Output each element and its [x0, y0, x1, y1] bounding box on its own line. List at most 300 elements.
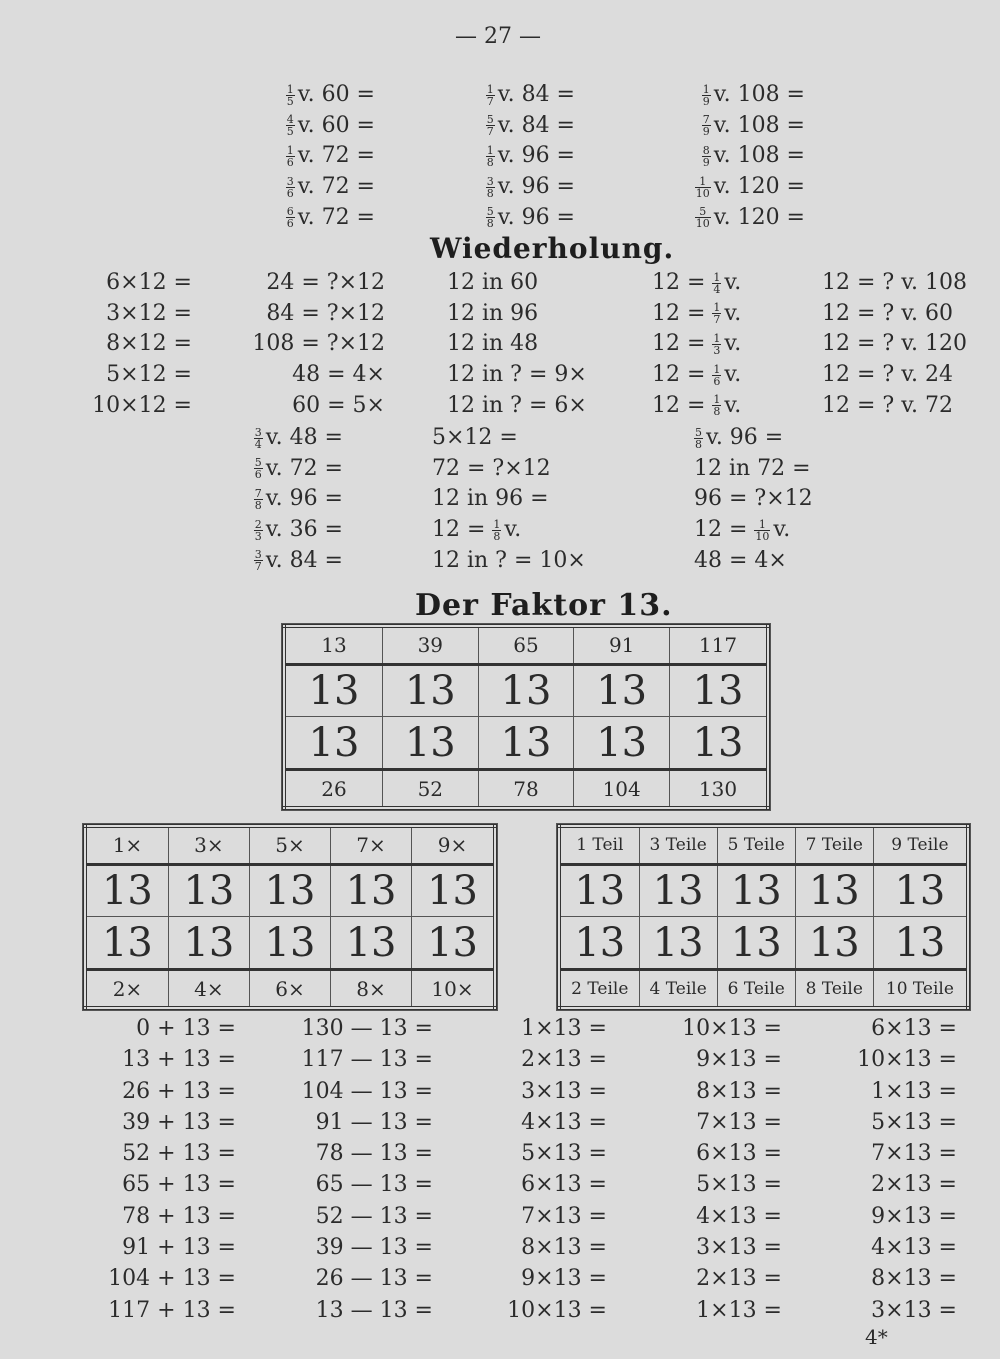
exercise-text: 10×12 = — [92, 392, 192, 418]
exercise-line — [80, 1201, 236, 1232]
fraction-numerator: 1 — [486, 143, 494, 157]
table-cell: 13 — [873, 864, 968, 917]
fraction-numerator: 1 — [286, 82, 294, 96]
exercise-text: 130 — 13 = — [301, 1016, 433, 1041]
exercise-text: 12 = ? v. 72 — [822, 392, 954, 418]
fraction-denominator: 6 — [713, 374, 721, 388]
fraction-numerator: 1 — [713, 301, 721, 315]
exercise-text: v. 60 = — [297, 112, 375, 138]
table-row — [284, 770, 768, 808]
exercise-text: v. 60 = — [297, 82, 375, 107]
table-cell: 9× — [412, 826, 495, 864]
exercise-text: 5×12 = — [106, 362, 192, 388]
exercise-line — [70, 391, 192, 422]
table-cell: 13 — [639, 864, 717, 917]
table-cell: 91 — [574, 626, 670, 664]
exercise-line — [652, 329, 772, 360]
exercise-line — [475, 1013, 607, 1044]
table-cell: 65 — [478, 626, 574, 664]
exercise-text: v. — [773, 517, 791, 543]
fraction-numerator: 6 — [286, 205, 294, 219]
fraction-numerator: 3 — [254, 425, 262, 439]
exercise-line — [440, 80, 575, 111]
table-row — [559, 826, 968, 864]
exercise-line — [240, 203, 375, 234]
exercise-text: v. 72 = — [297, 143, 375, 169]
fraction-denominator: 5 — [286, 94, 294, 108]
table-cell: 8 Teile — [795, 970, 873, 1008]
exercise-text: 12 = ? v. 120 — [822, 331, 967, 357]
exercise-text: 7×13 = — [696, 1109, 782, 1135]
exercise-text: 12 = ? v. 24 — [822, 362, 954, 388]
exercise-text: v. 96 = — [497, 174, 575, 200]
table-cell: 13 — [168, 917, 249, 970]
exercise-text: 12 = — [652, 300, 706, 326]
exercise-line — [275, 1201, 433, 1232]
exercise-line — [275, 1263, 433, 1294]
factor-table-top — [282, 624, 770, 810]
exercise-text: 3×13 = — [521, 1078, 607, 1104]
exercise-line — [440, 172, 575, 203]
exercise-line — [815, 1295, 957, 1326]
fraction-denominator: 4 — [713, 282, 721, 296]
exercise-line — [652, 360, 772, 391]
exercise-text: 2×13 = — [521, 1047, 607, 1073]
fraction — [254, 519, 263, 542]
table-cell: 39 — [382, 626, 478, 664]
exercise-text: 24 = ?×12 — [266, 270, 385, 295]
table-cell: 4× — [168, 970, 249, 1008]
exercise-line — [230, 299, 385, 330]
table-cell: 13 — [639, 917, 717, 970]
fraction — [486, 176, 495, 199]
exercise-line — [440, 141, 575, 172]
exercise-text: 117 + 13 = — [108, 1297, 236, 1323]
table-cell: 13 — [559, 917, 639, 970]
fraction-denominator: 7 — [713, 313, 721, 327]
table-cell: 13 — [873, 917, 968, 970]
exercise-line — [220, 454, 343, 485]
exercise-line — [475, 1076, 607, 1107]
fraction-denominator: 4 — [254, 437, 262, 451]
table-cell: 13 — [284, 717, 382, 770]
exercise-line — [815, 1138, 957, 1169]
fraction — [486, 206, 495, 229]
table-cell: 130 — [670, 770, 768, 808]
fraction-numerator: 1 — [286, 143, 294, 157]
fraction — [694, 427, 703, 450]
exercise-line — [650, 141, 805, 172]
table-cell: 13 — [412, 864, 495, 917]
fraction-numerator: 3 — [486, 174, 494, 188]
table-cell: 13 — [795, 864, 873, 917]
fraction-denominator: 8 — [254, 498, 262, 512]
exercise-text: 104 + 13 = — [108, 1266, 236, 1292]
fraction-numerator: 3 — [286, 174, 294, 188]
table-row — [85, 826, 495, 864]
exercise-text: 3×12 = — [106, 300, 192, 326]
exercise-line — [645, 1169, 782, 1200]
exercise-line — [80, 1107, 236, 1138]
exercise-line — [240, 172, 375, 203]
exercise-line — [645, 1232, 782, 1263]
exercise-text: 13 + 13 = — [122, 1047, 236, 1073]
fraction-denominator: 10 — [695, 217, 710, 231]
exercise-text: v. 36 = — [265, 517, 343, 543]
exercise-line — [80, 1295, 236, 1326]
exercise-text: 26 — 13 = — [315, 1266, 433, 1292]
fraction — [486, 145, 495, 168]
exercise-text: 5×13 = — [696, 1172, 782, 1198]
exercise-line — [275, 1169, 433, 1200]
exercise-text: 6×13 = — [871, 1016, 957, 1041]
table-cell: 13 — [85, 917, 168, 970]
exercise-text: 96 = ?×12 — [694, 486, 813, 512]
exercise-text: 12 = — [652, 362, 706, 388]
exercise-text: 12 = — [652, 331, 706, 357]
exercise-line — [70, 268, 192, 299]
exercise-line — [475, 1295, 607, 1326]
fraction — [254, 488, 263, 511]
table-row — [284, 717, 768, 770]
exercise-text: 12 = ? v. 108 — [822, 270, 967, 295]
exercise-line — [645, 1013, 782, 1044]
fraction-numerator: 5 — [486, 113, 494, 127]
fraction-denominator: 7 — [254, 560, 262, 574]
exercise-line — [815, 1263, 957, 1294]
exercise-line — [645, 1201, 782, 1232]
exercise-text: 12 = — [652, 392, 706, 418]
fraction-column-1 — [240, 80, 375, 234]
fraction — [254, 457, 263, 480]
table-cell: 7 Teile — [795, 826, 873, 864]
fraction-numerator: 5 — [486, 205, 494, 219]
fraction — [712, 394, 721, 417]
fraction — [702, 84, 711, 107]
exercise-text: 78 — 13 = — [315, 1141, 433, 1167]
exercise-line — [822, 268, 982, 299]
exercise-text: 7×13 = — [521, 1203, 607, 1229]
table-cell: 13 — [249, 864, 330, 917]
fraction — [695, 176, 711, 199]
exercise-line — [815, 1232, 957, 1263]
fraction-numerator: 3 — [254, 548, 262, 562]
fraction-denominator: 6 — [286, 186, 294, 200]
exercise-text: 39 — 13 = — [315, 1235, 433, 1261]
fraction — [712, 333, 721, 356]
exercise-text: 6×13 = — [696, 1141, 782, 1167]
exercise-line — [694, 423, 844, 454]
review-column-3 — [447, 268, 607, 422]
fraction — [712, 302, 721, 325]
exercise-text: 26 + 13 = — [122, 1078, 236, 1104]
table-cell: 13 — [249, 917, 330, 970]
exercise-text: v. 72 = — [297, 204, 375, 230]
exercise-line — [80, 1169, 236, 1200]
fraction-numerator: 1 — [695, 176, 711, 188]
exercise-text: 12 = — [652, 270, 706, 295]
exercise-text: v. 96 = — [497, 204, 575, 230]
table-row — [284, 626, 768, 664]
table-cell: 13 — [412, 917, 495, 970]
table-cell: 13 — [559, 864, 639, 917]
exercise-line — [650, 80, 805, 111]
fraction-denominator: 8 — [486, 186, 494, 200]
fraction — [712, 272, 721, 295]
exercise-text: 12 in 96 = — [432, 486, 549, 512]
exercise-line — [475, 1201, 607, 1232]
table-cell: 52 — [382, 770, 478, 808]
table-cell: 5× — [249, 826, 330, 864]
exercise-text: v. 96 = — [497, 143, 575, 169]
exercise-line — [220, 546, 343, 577]
table-cell: 13 — [284, 664, 382, 717]
fraction-numerator: 1 — [702, 82, 710, 96]
exercise-text: 8×12 = — [106, 331, 192, 357]
exercise-line — [275, 1076, 433, 1107]
exercise-text: v. 108 = — [713, 143, 805, 169]
fraction-numerator: 5 — [695, 425, 702, 439]
table-cell: 13 — [478, 717, 574, 770]
exercise-text: 4×13 = — [521, 1109, 607, 1135]
table-cell: 13 — [574, 664, 670, 717]
exercise-text: v. — [504, 517, 522, 543]
fraction-numerator: 1 — [493, 517, 501, 531]
exercise-line — [275, 1013, 433, 1044]
exercise-line — [694, 484, 844, 515]
exercise-line — [275, 1138, 433, 1169]
fraction-denominator: 3 — [713, 343, 721, 357]
fraction-denominator: 9 — [702, 94, 710, 108]
fraction — [286, 114, 295, 137]
exercise-text: 60 = 5× — [292, 392, 385, 418]
exercise-text: 91 + 13 = — [122, 1235, 236, 1261]
fraction-denominator: 8 — [493, 529, 501, 543]
table-row — [559, 970, 968, 1008]
fraction — [254, 427, 263, 450]
exercise-text: 65 — 13 = — [315, 1172, 433, 1198]
footer-signature: 4* — [865, 1325, 888, 1349]
exercise-text: 39 + 13 = — [122, 1109, 236, 1135]
exercise-line — [650, 203, 805, 234]
exercise-text: 3×13 = — [696, 1235, 782, 1261]
exercise-text: v. 120 = — [713, 174, 805, 200]
exercise-line — [815, 1076, 957, 1107]
exercise-text: v. — [724, 331, 742, 357]
fraction-denominator: 10 — [695, 186, 710, 200]
table-cell: 13 — [670, 664, 768, 717]
exercise-line — [240, 111, 375, 142]
fraction — [286, 145, 295, 168]
fraction-numerator: 1 — [713, 331, 721, 345]
exercise-line — [447, 329, 607, 360]
fraction-numerator: 5 — [695, 206, 711, 218]
exercise-text: 1×13 = — [521, 1016, 607, 1041]
fraction-denominator: 9 — [702, 155, 710, 169]
exercise-column-addition — [80, 1013, 236, 1326]
fraction-numerator: 1 — [713, 362, 721, 376]
exercise-line — [80, 1013, 236, 1044]
exercise-line — [70, 299, 192, 330]
exercise-line — [432, 454, 612, 485]
table-cell: 2 Teile — [559, 970, 639, 1008]
review-column-4 — [652, 268, 772, 422]
exercise-line — [645, 1295, 782, 1326]
table-cell: 9 Teile — [873, 826, 968, 864]
exercise-text: v. 108 = — [713, 82, 805, 107]
exercise-line — [275, 1044, 433, 1075]
exercise-line — [815, 1201, 957, 1232]
fraction-numerator: 5 — [254, 456, 262, 470]
fraction — [286, 84, 295, 107]
fraction-denominator: 7 — [486, 94, 494, 108]
exercise-text: 2×13 = — [871, 1172, 957, 1198]
fraction-numerator: 1 — [713, 393, 721, 407]
exercise-line — [275, 1295, 433, 1326]
fraction-numerator: 7 — [254, 486, 262, 500]
table-cell: 13 — [574, 717, 670, 770]
exercise-text: 108 = ?×12 — [252, 331, 385, 357]
exercise-line — [80, 1263, 236, 1294]
fraction-denominator: 8 — [486, 155, 494, 169]
exercise-text: 12 in 60 — [447, 270, 539, 295]
exercise-text: 12 in 72 = — [694, 455, 811, 481]
mixed-column-1 — [220, 423, 343, 577]
exercise-text: 10×13 = — [682, 1016, 782, 1041]
factor-heading: Der Faktor 13. — [415, 588, 673, 623]
exercise-text: 12 = — [694, 517, 748, 543]
exercise-text: 3×13 = — [871, 1297, 957, 1323]
exercise-text: 1×13 = — [696, 1297, 782, 1323]
exercise-line — [475, 1263, 607, 1294]
exercise-line — [822, 329, 982, 360]
exercise-line — [475, 1232, 607, 1263]
table-row — [85, 970, 495, 1008]
exercise-text: 104 — 13 = — [301, 1078, 433, 1104]
exercise-line — [475, 1107, 607, 1138]
exercise-text: 4×13 = — [696, 1203, 782, 1229]
table-row — [559, 917, 968, 970]
exercise-text: v. 96 = — [706, 425, 784, 450]
exercise-line — [230, 268, 385, 299]
exercise-line — [230, 391, 385, 422]
table-cell: 1× — [85, 826, 168, 864]
exercise-text: 12 in ? = 6× — [447, 392, 587, 418]
exercise-text: v. 72 = — [297, 174, 375, 200]
fraction-denominator: 8 — [713, 405, 721, 419]
mixed-column-2 — [432, 423, 612, 577]
table-cell: 13 — [670, 717, 768, 770]
factor-table-left — [83, 824, 497, 1010]
exercise-line — [694, 546, 844, 577]
exercise-text: 91 — 13 = — [315, 1109, 433, 1135]
exercise-text: 6×12 = — [106, 270, 192, 295]
table-cell: 104 — [574, 770, 670, 808]
exercise-text: 84 = ?×12 — [266, 300, 385, 326]
fraction-denominator: 9 — [702, 125, 710, 139]
exercise-line — [822, 391, 982, 422]
exercise-text: 12 in ? = 10× — [432, 547, 586, 573]
exercise-line — [220, 484, 343, 515]
exercise-text: 12 = ? v. 60 — [822, 300, 954, 326]
fraction-numerator: 7 — [702, 113, 710, 127]
factor-table-right — [557, 824, 970, 1010]
table-row — [85, 917, 495, 970]
fraction-denominator: 6 — [286, 155, 294, 169]
table-cell: 10× — [412, 970, 495, 1008]
fraction — [492, 519, 501, 542]
exercise-line — [694, 515, 844, 546]
exercise-line — [822, 360, 982, 391]
review-column-5 — [822, 268, 982, 422]
exercise-text: 48 = 4× — [694, 547, 787, 573]
exercise-text: 5×13 = — [871, 1109, 957, 1135]
table-cell: 13 — [168, 864, 249, 917]
exercise-line — [652, 391, 772, 422]
exercise-text: 12 = — [432, 517, 486, 543]
exercise-line — [80, 1232, 236, 1263]
exercise-column-multiply-desc — [645, 1013, 782, 1326]
exercise-line — [652, 299, 772, 330]
fraction — [695, 206, 711, 229]
exercise-line — [645, 1107, 782, 1138]
exercise-text: v. — [724, 392, 742, 418]
exercise-text: 52 — 13 = — [315, 1203, 433, 1229]
exercise-text: 1×13 = — [871, 1078, 957, 1104]
exercise-text: 9×13 = — [521, 1266, 607, 1292]
table-row — [284, 664, 768, 717]
page-number: — 27 — — [455, 24, 541, 49]
exercise-text: v. 84 = — [265, 547, 343, 573]
exercise-line — [822, 299, 982, 330]
exercise-text: 10×13 = — [507, 1297, 607, 1323]
fraction — [286, 176, 295, 199]
exercise-line — [240, 141, 375, 172]
exercise-line — [230, 329, 385, 360]
exercise-text: 2×13 = — [696, 1266, 782, 1292]
table-cell: 117 — [670, 626, 768, 664]
table-cell: 13 — [717, 917, 795, 970]
review-heading: Wiederholung. — [430, 232, 675, 265]
exercise-line — [432, 515, 612, 546]
exercise-text: v. 96 = — [265, 486, 343, 512]
exercise-line — [230, 360, 385, 391]
exercise-line — [475, 1138, 607, 1169]
exercise-text: v. 120 = — [713, 204, 805, 230]
exercise-line — [694, 454, 844, 485]
exercise-line — [440, 111, 575, 142]
exercise-text: 8×13 = — [696, 1078, 782, 1104]
fraction — [486, 114, 495, 137]
table-row — [559, 864, 968, 917]
exercise-text: 0 + 13 = — [136, 1016, 236, 1041]
exercise-text: 65 + 13 = — [122, 1172, 236, 1198]
fraction-denominator: 6 — [286, 217, 294, 231]
exercise-text: 8×13 = — [871, 1266, 957, 1292]
exercise-line — [475, 1044, 607, 1075]
fraction — [702, 145, 711, 168]
table-cell: 3× — [168, 826, 249, 864]
table-cell: 13 — [85, 864, 168, 917]
mixed-column-3 — [694, 423, 844, 577]
exercise-text: 9×13 = — [871, 1203, 957, 1229]
exercise-line — [275, 1107, 433, 1138]
exercise-line — [447, 391, 607, 422]
fraction-column-2 — [440, 80, 575, 234]
table-cell: 2× — [85, 970, 168, 1008]
fraction-denominator: 3 — [254, 529, 262, 543]
exercise-line — [815, 1044, 957, 1075]
